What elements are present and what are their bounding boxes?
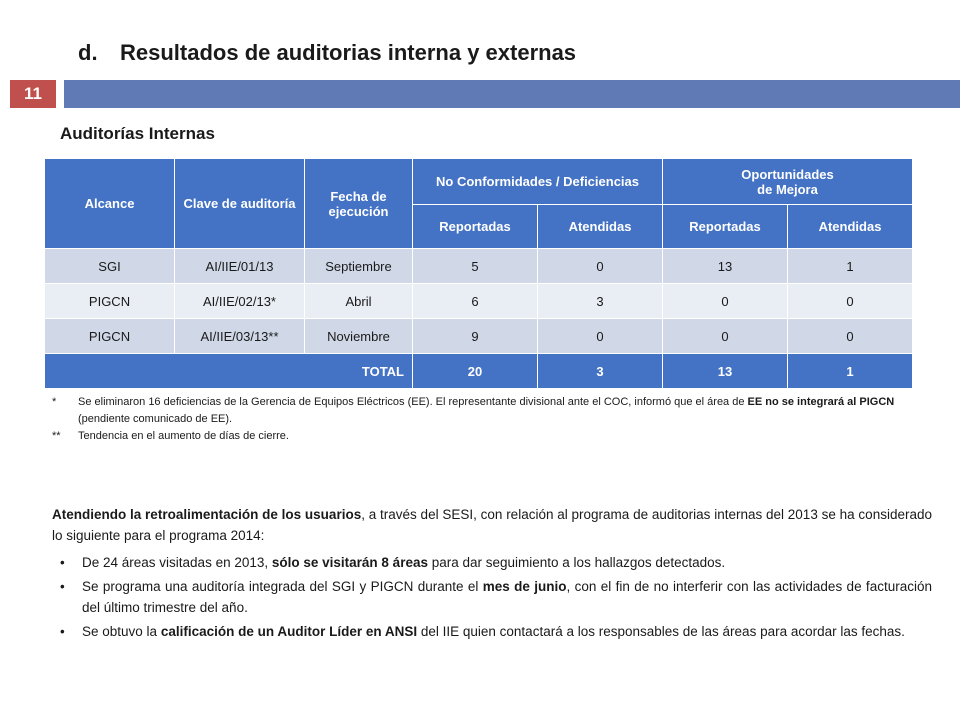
cell-om-atendidas: 1 — [788, 249, 913, 284]
bullet-text-a: Se programa una auditoría integrada del SGI y PIGCN durante el — [82, 579, 483, 594]
total-om-atendidas: 1 — [788, 354, 913, 389]
footnote-text: Tendencia en el aumento de días de cierre. — [78, 430, 289, 442]
cell-fecha: Septiembre — [305, 249, 413, 284]
bullet-text-a: De 24 áreas visitadas en 2013, — [82, 555, 272, 570]
cell-om-reportadas: 0 — [663, 319, 788, 354]
table-total-row — [45, 354, 913, 389]
footnote — [52, 428, 932, 445]
list-item — [52, 576, 932, 618]
header-no-conformidades: No Conformidades / Deficiencias — [413, 159, 663, 205]
slide-heading — [78, 40, 576, 66]
paragraph-rest: , a través del SESI, con relación al programa de auditorias internas del 2013 se ha considerado lo siguiente para el programa 2014: — [52, 507, 932, 543]
cell-clave: AI/IIE/02/13* — [175, 284, 305, 319]
cell-om-reportadas: 0 — [663, 284, 788, 319]
bullet-text — [82, 552, 932, 573]
bullet-text-bold: calificación de un Auditor Líder en ANSI — [160, 624, 418, 639]
cell-fecha: Noviembre — [305, 319, 413, 354]
bullet-text-c: para dar seguimiento a los hallazgos detectados. — [427, 555, 726, 570]
cell-nc-atendidas: 3 — [538, 284, 663, 319]
header-om-atendidas: Atendidas — [788, 205, 913, 249]
audit-table — [44, 158, 913, 389]
header-alcance: Alcance — [45, 159, 175, 249]
footnote-bold: EE no se integrará al PIGCN — [747, 396, 895, 408]
cell-om-atendidas: 0 — [788, 284, 913, 319]
list-item — [52, 621, 932, 642]
total-nc-reportadas: 20 — [413, 354, 538, 389]
cell-fecha: Abril — [305, 284, 413, 319]
cell-alcance: PIGCN — [45, 284, 175, 319]
header-oportunidades-line2: de Mejora — [757, 181, 818, 197]
bullet-text-a: Se obtuvo la — [82, 624, 161, 639]
heading-letter: d. — [78, 40, 98, 65]
header-bar — [64, 80, 960, 108]
table-row — [45, 319, 913, 354]
cell-alcance: PIGCN — [45, 319, 175, 354]
slide-number: 11 — [10, 80, 56, 108]
bullet-text-bold: sólo se visitarán 8 áreas — [271, 555, 428, 570]
cell-clave: AI/IIE/03/13** — [175, 319, 305, 354]
bullet-dot-icon: • — [60, 579, 65, 594]
cell-nc-atendidas: 0 — [538, 319, 663, 354]
header-clave: Clave de auditoría — [175, 159, 305, 249]
header-om-reportadas: Reportadas — [663, 205, 788, 249]
bullet-dot-icon: • — [60, 624, 65, 639]
footnote-text — [78, 394, 932, 428]
section-subtitle: Auditorías Internas — [60, 124, 215, 143]
cell-om-atendidas: 0 — [788, 319, 913, 354]
header-oportunidades-line1: Oportunidades — [741, 166, 834, 182]
cell-nc-atendidas: 0 — [538, 249, 663, 284]
list-item — [52, 552, 932, 573]
cell-om-reportadas: 13 — [663, 249, 788, 284]
total-nc-atendidas: 3 — [538, 354, 663, 389]
bullet-text-bold: mes de junio — [482, 579, 567, 594]
cell-nc-reportadas: 5 — [413, 249, 538, 284]
bullet-text — [82, 621, 932, 642]
total-label: TOTAL — [45, 354, 413, 389]
cell-alcance: SGI — [45, 249, 175, 284]
bullet-text-c: del IIE quien contactará a los responsables de las áreas para acordar las fechas. — [417, 624, 905, 639]
bullet-text-c: , con el fin de no interferir con las actividades de facturación del último trimestre del año. — [82, 579, 932, 615]
bullet-list — [52, 552, 932, 645]
body-paragraph — [52, 504, 932, 546]
table-row — [45, 284, 913, 319]
header-nc-atendidas: Atendidas — [538, 205, 663, 249]
cell-nc-reportadas: 6 — [413, 284, 538, 319]
footnote — [52, 394, 932, 428]
cell-clave: AI/IIE/01/13 — [175, 249, 305, 284]
bullet-dot-icon: • — [60, 555, 65, 570]
header-oportunidades — [663, 159, 913, 205]
total-om-reportadas: 13 — [663, 354, 788, 389]
header-fecha: Fecha de ejecución — [305, 159, 413, 249]
header-nc-reportadas: Reportadas — [413, 205, 538, 249]
table-footnotes — [52, 394, 932, 445]
table-row — [45, 249, 913, 284]
footnote-text-a: Se eliminaron 16 deficiencias de la Gerencia de Equipos Eléctricos (EE). El representante divisional ante el COC, informó que el área de — [78, 396, 748, 408]
footnote-text-b: (pendiente comunicado de EE). — [78, 413, 233, 425]
bullet-text — [82, 576, 932, 618]
heading-title: Resultados de auditorias interna y externas — [120, 40, 577, 65]
footnote-mark: * — [52, 396, 57, 408]
paragraph-bold: Atendiendo la retroalimentación de los usuarios — [52, 507, 362, 522]
cell-nc-reportadas: 9 — [413, 319, 538, 354]
footnote-mark: ** — [52, 430, 61, 442]
